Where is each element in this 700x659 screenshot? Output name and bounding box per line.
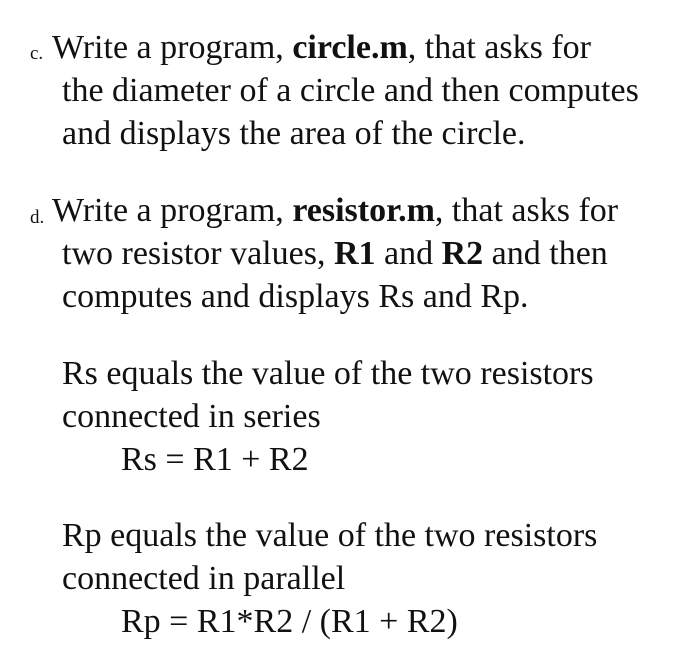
- series-formula: Rs = R1 + R2: [121, 441, 309, 478]
- item-c-body: [62, 69, 639, 155]
- r1-label: R1: [333, 235, 376, 272]
- parallel-description: [62, 514, 597, 600]
- item-d-line-2-tail: and then: [483, 235, 608, 272]
- series-description: [62, 352, 594, 438]
- item-d-line-1-text: Write a program,: [52, 192, 293, 229]
- item-d-line-1-tail: , that asks for: [434, 192, 619, 229]
- item-d-body: [62, 232, 608, 318]
- item-c-line-1-tail: , that asks for: [407, 29, 591, 66]
- item-d-filename: resistor.m: [292, 192, 435, 229]
- item-c-line-2: the diameter of a circle and then computes: [62, 72, 639, 109]
- item-d-line-2-and: and: [375, 235, 442, 272]
- item-d-marker: d.: [30, 207, 45, 228]
- series-line-1: Rs equals the value of the two resistors: [62, 355, 594, 392]
- series-line-2: connected in series: [62, 398, 321, 435]
- parallel-line-1: Rp equals the value of the two resistors: [62, 517, 598, 554]
- item-c-marker: c.: [30, 43, 44, 64]
- parallel-formula: Rp = R1*R2 / (R1 + R2): [121, 603, 458, 640]
- item-d-line-2-text: two resistor values,: [62, 235, 334, 272]
- item-d-line-3: computes and displays Rs and Rp.: [62, 278, 529, 315]
- item-d-line-2: [62, 232, 608, 275]
- parallel-line-2: connected in parallel: [62, 560, 346, 597]
- r2-label: R2: [441, 235, 484, 272]
- item-d-line-1: [52, 189, 618, 232]
- item-c-line-1-text: Write a program,: [52, 29, 293, 66]
- item-c-line-3: and displays the area of the circle.: [62, 115, 526, 152]
- item-c-line-1: [52, 26, 591, 69]
- item-c-filename: circle.m: [292, 29, 408, 66]
